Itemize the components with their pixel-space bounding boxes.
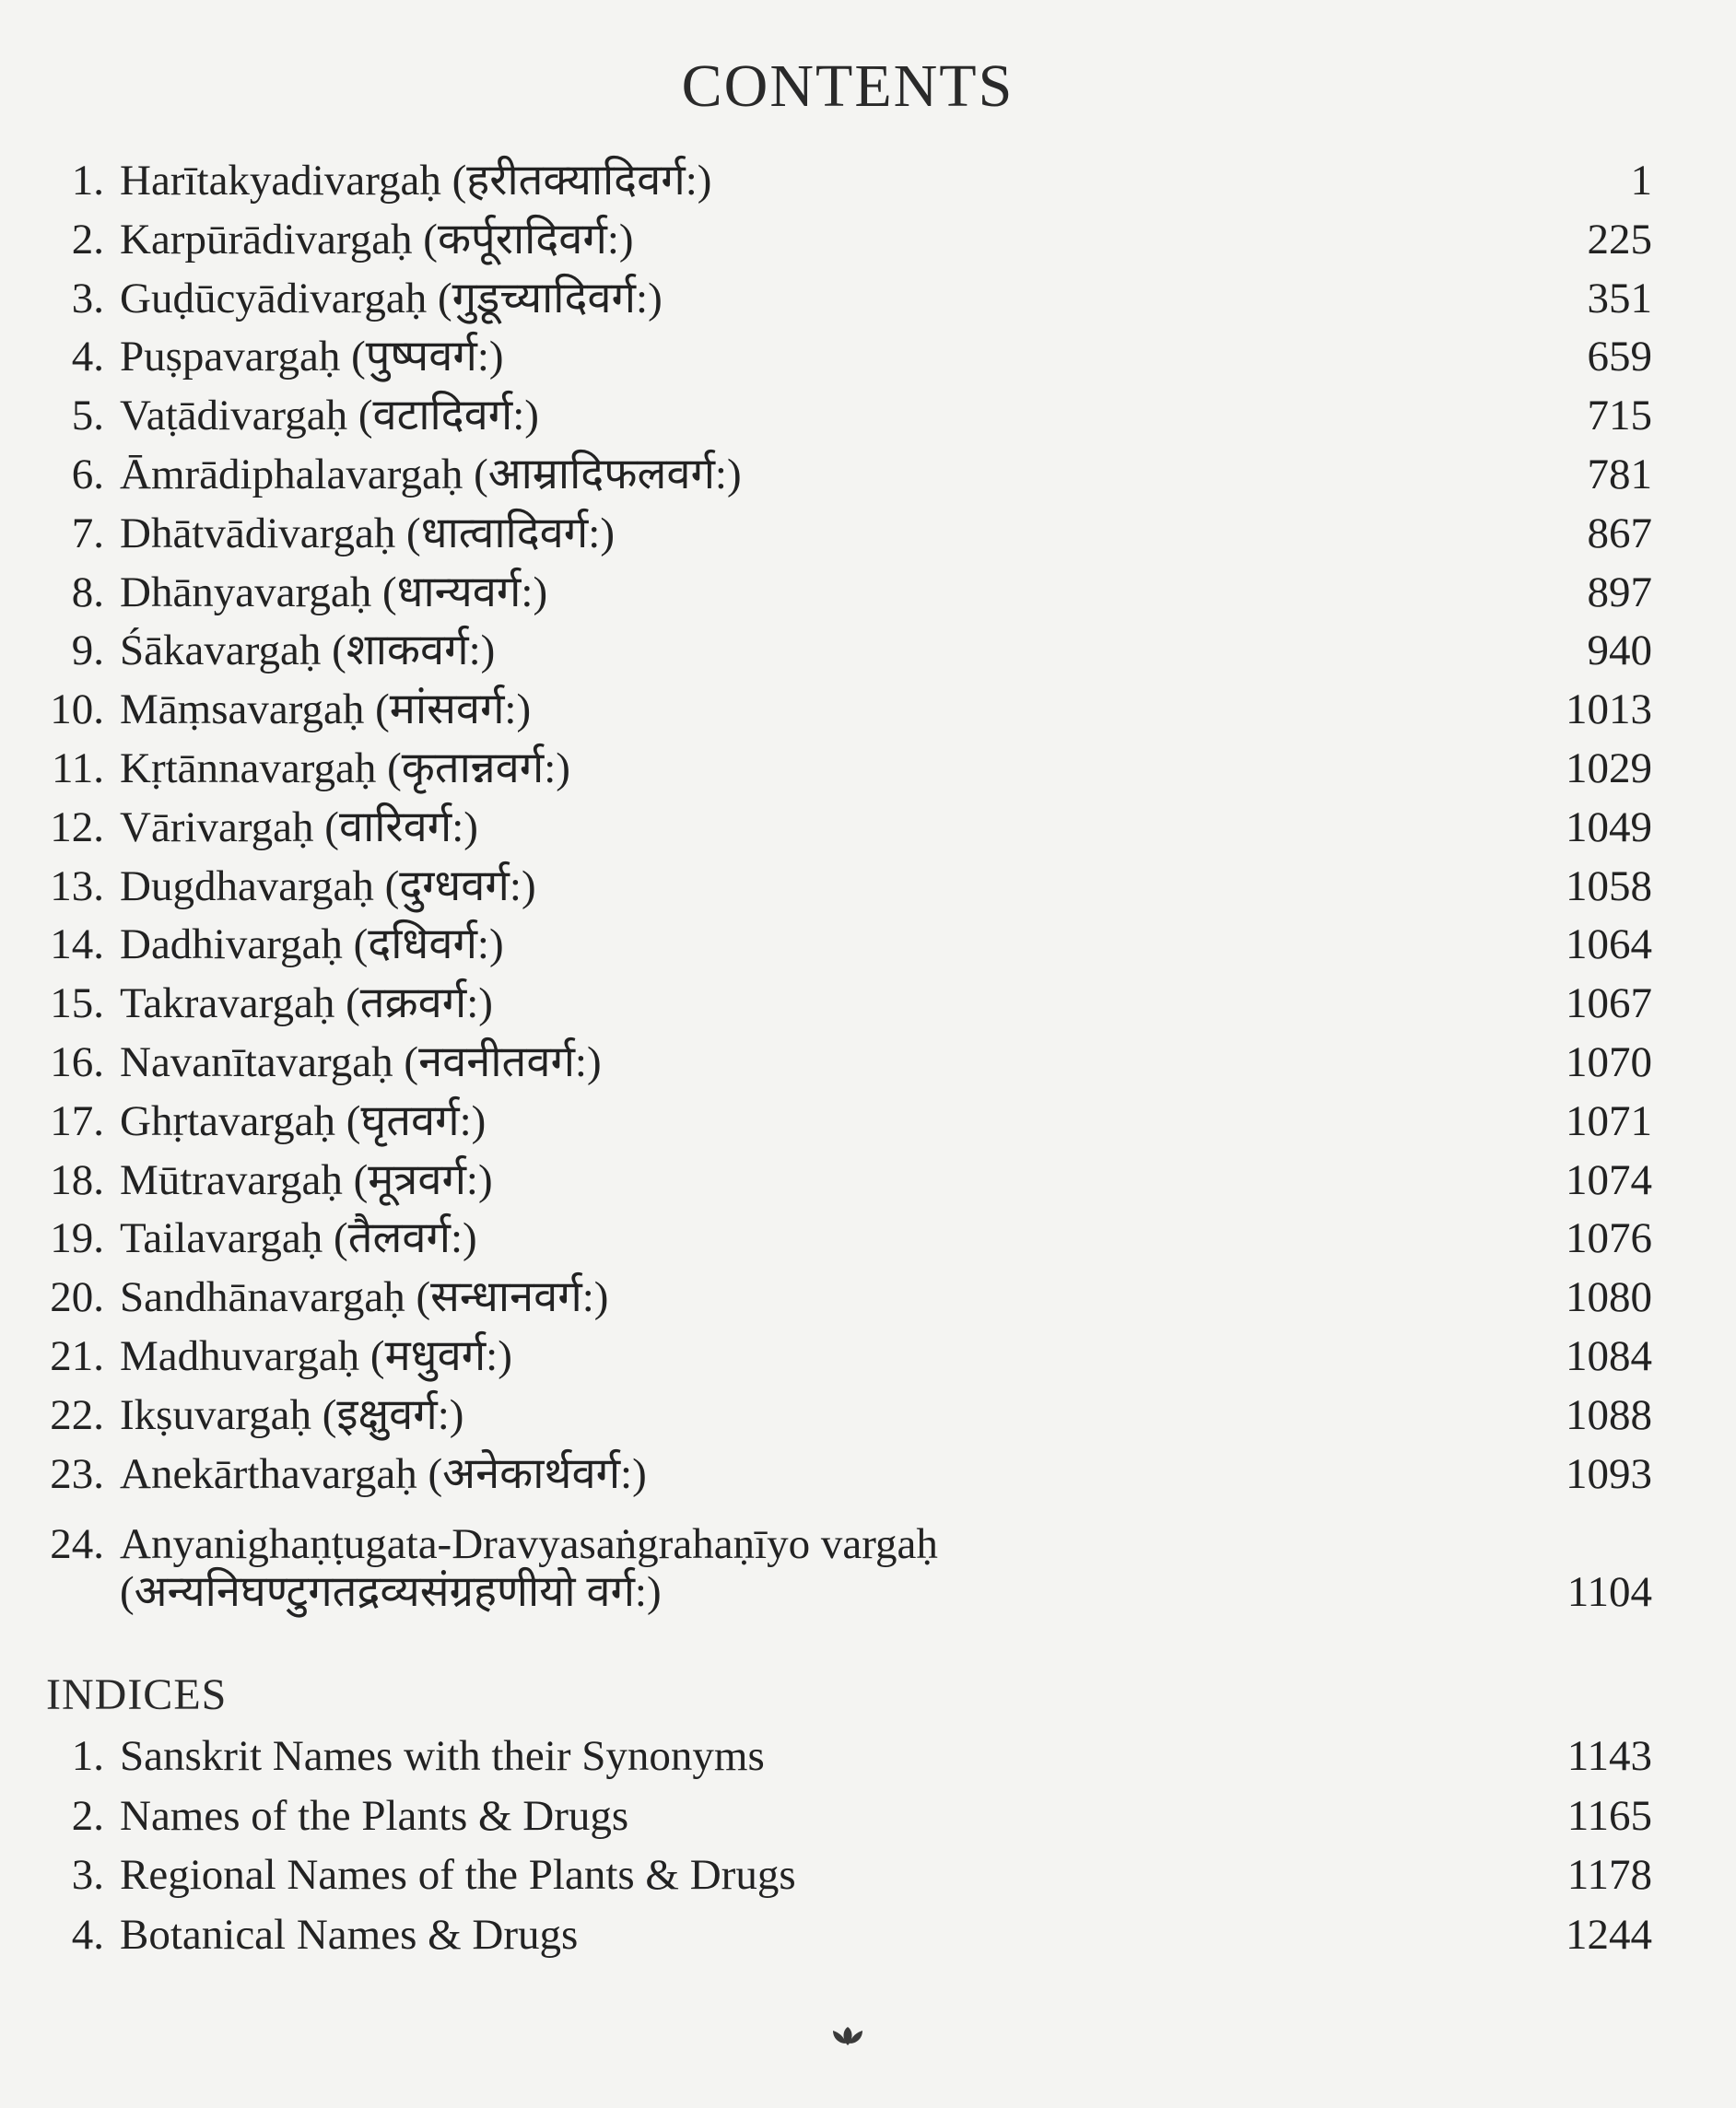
chapter-page-number: 1013 [1566, 685, 1652, 734]
chapter-row [0, 1209, 1736, 1268]
chapter-name: Vārivargaḥ (वारिवर्ग:) [120, 802, 478, 851]
chapter-row [0, 1386, 1736, 1445]
chapter-page-number: 1093 [1566, 1449, 1652, 1498]
chapter-page-number: 867 [1587, 509, 1652, 557]
chapter-row-24-continued [0, 1563, 1736, 1622]
chapter-name: Dadhivargaḥ (दधिवर्ग:) [120, 920, 504, 969]
chapter-row [0, 974, 1736, 1033]
chapter-number: 19. [50, 1214, 104, 1263]
chapter-name: Tailavargaḥ (तैलवर्ग:) [120, 1214, 477, 1263]
chapter-name: Takravargaḥ (तक्रवर्ग:) [120, 979, 493, 1028]
chapter-row [0, 1327, 1736, 1386]
chapter-page-number: 1076 [1566, 1214, 1652, 1263]
index-page-number: 1143 [1566, 1732, 1652, 1780]
chapter-row [0, 386, 1736, 445]
index-row [0, 1727, 1736, 1786]
chapter-name: Dugdhavargaḥ (दुग्धवर्ग:) [120, 861, 536, 910]
chapter-name: Kṛtānnavargaḥ (कृतान्नवर्ग:) [120, 744, 570, 792]
chapter-row [0, 739, 1736, 798]
chapter-page-number: 1064 [1566, 920, 1652, 969]
chapter-number: 3. [71, 274, 104, 322]
chapter-number: 9. [71, 627, 104, 675]
index-name: Sanskrit Names with their Synonyms [120, 1732, 765, 1780]
lotus-ornament-icon [829, 2023, 866, 2047]
chapter-name: Ikṣuvargaḥ (इक्षुवर्ग:) [120, 1390, 464, 1439]
index-row [0, 1905, 1736, 1964]
chapter-name: Karpūrādivargaḥ (कर्पूरादिवर्ग:) [120, 215, 634, 264]
chapter-number: 22. [50, 1390, 104, 1439]
chapter-number: 17. [50, 1096, 104, 1145]
index-number: 1. [71, 1732, 104, 1780]
chapter-name: Mūtravargaḥ (मूत्रवर्ग:) [120, 1155, 493, 1204]
chapter-name: Vaṭādivargaḥ (वटादिवर्ग:) [120, 392, 539, 440]
chapter-page-number: 940 [1587, 627, 1652, 675]
chapter-number: 15. [50, 979, 104, 1028]
chapter-name: Anekārthavargaḥ (अनेकार्थवर्ग:) [120, 1449, 647, 1498]
index-name: Regional Names of the Plants & Drugs [120, 1851, 796, 1899]
chapter-page-number: 1067 [1566, 979, 1652, 1028]
chapter-row [0, 1445, 1736, 1504]
chapter-number: 6. [71, 451, 104, 498]
chapter-page-number: 1071 [1566, 1096, 1652, 1145]
chapter-row [0, 563, 1736, 622]
index-name: Botanical Names & Drugs [120, 1910, 579, 1959]
chapter-page-number: 1 [1630, 157, 1652, 205]
chapter-number: 18. [50, 1155, 104, 1204]
chapter-row [0, 151, 1736, 210]
chapter-page-number: 1070 [1566, 1038, 1652, 1086]
chapter-number: 2. [71, 215, 104, 264]
chapter-name: Navanītavargaḥ (नवनीतवर्ग:) [120, 1038, 602, 1086]
chapter-page-number: 1084 [1566, 1332, 1652, 1380]
chapter-page-number: 1049 [1566, 802, 1652, 851]
chapter-row [0, 504, 1736, 563]
page-title: CONTENTS [681, 53, 1015, 120]
chapter-name-line2: (अन्यनिघण्टुगतद्रव्यसंग्रहणीयो वर्ग:) [120, 1568, 662, 1616]
chapter-row [0, 327, 1736, 386]
chapter-row [0, 857, 1736, 916]
chapter-number: 14. [50, 920, 104, 969]
chapter-page-number: 1104 [1566, 1568, 1652, 1616]
chapter-row [0, 915, 1736, 974]
index-page-number: 1178 [1566, 1851, 1652, 1899]
chapter-number: 20. [50, 1273, 104, 1322]
index-page-number: 1244 [1566, 1910, 1652, 1959]
chapter-name: Harītakyadivargaḥ (हरीतक्यादिवर्ग:) [120, 157, 712, 205]
index-number: 3. [71, 1851, 104, 1899]
chapter-name: Sandhānavargaḥ (सन्धानवर्ग:) [120, 1273, 609, 1322]
chapter-row [0, 1268, 1736, 1327]
indices-heading: INDICES [46, 1670, 228, 1719]
chapter-page-number: 897 [1587, 568, 1652, 616]
chapter-name: Dhānyavargaḥ (धान्यवर्ग:) [120, 568, 548, 616]
chapter-number: 13. [50, 861, 104, 910]
chapter-page-number: 781 [1587, 451, 1652, 498]
chapter-page-number: 1029 [1566, 744, 1652, 792]
chapter-number: 23. [50, 1449, 104, 1498]
chapter-number: 7. [71, 509, 104, 557]
chapter-row [0, 798, 1736, 857]
chapter-row [0, 680, 1736, 739]
chapter-page-number: 1080 [1566, 1273, 1652, 1322]
chapter-number: 12. [50, 802, 104, 851]
chapter-page-number: 351 [1587, 274, 1652, 322]
chapter-number: 1. [71, 157, 104, 205]
chapter-name: Puṣpavargaḥ (पुष्पवर्ग:) [120, 333, 504, 381]
chapter-page-number: 225 [1587, 215, 1652, 264]
chapter-page-number: 1088 [1566, 1390, 1652, 1439]
chapter-name: Śākavargaḥ (शाकवर्ग:) [120, 627, 496, 675]
chapter-row [0, 1151, 1736, 1210]
chapter-number: 4. [71, 333, 104, 381]
index-number: 4. [71, 1910, 104, 1959]
index-name: Names of the Plants & Drugs [120, 1791, 629, 1840]
chapter-page-number: 715 [1587, 392, 1652, 440]
chapter-row [0, 1033, 1736, 1092]
chapter-name: Āmrādiphalavargaḥ (आम्रादिफलवर्ग:) [120, 451, 742, 498]
chapter-name: Madhuvargaḥ (मधुवर्ग:) [120, 1332, 512, 1380]
index-row [0, 1786, 1736, 1845]
chapter-number: 11. [51, 744, 104, 792]
chapter-name: Guḍūcyādivargaḥ (गुडूच्यादिवर्ग:) [120, 274, 663, 322]
chapter-name: Ghṛtavargaḥ (घृतवर्ग:) [120, 1096, 487, 1145]
chapter-row [0, 1092, 1736, 1151]
chapter-page-number: 1058 [1566, 861, 1652, 910]
chapter-row [0, 269, 1736, 328]
chapter-name-line1: Anyanighaṇṭugata-Dravyasaṅgrahaṇīyo vargaḥ [120, 1520, 938, 1568]
chapter-number: 5. [71, 392, 104, 440]
chapter-page-number: 1074 [1566, 1155, 1652, 1204]
chapter-row [0, 445, 1736, 504]
chapter-number: 16. [50, 1038, 104, 1086]
chapter-number: 21. [50, 1332, 104, 1380]
chapter-number: 24. [50, 1520, 104, 1568]
chapter-name: Dhātvādivargaḥ (धात्वादिवर्ग:) [120, 509, 615, 557]
chapter-row [0, 210, 1736, 269]
index-row [0, 1845, 1736, 1904]
index-page-number: 1165 [1566, 1791, 1652, 1840]
index-number: 2. [71, 1791, 104, 1840]
chapter-page-number: 659 [1587, 333, 1652, 381]
chapter-row [0, 621, 1736, 680]
chapter-name: Māṃsavargaḥ (मांसवर्ग:) [120, 685, 532, 734]
chapter-number: 10. [50, 685, 104, 734]
chapter-number: 8. [71, 568, 104, 616]
